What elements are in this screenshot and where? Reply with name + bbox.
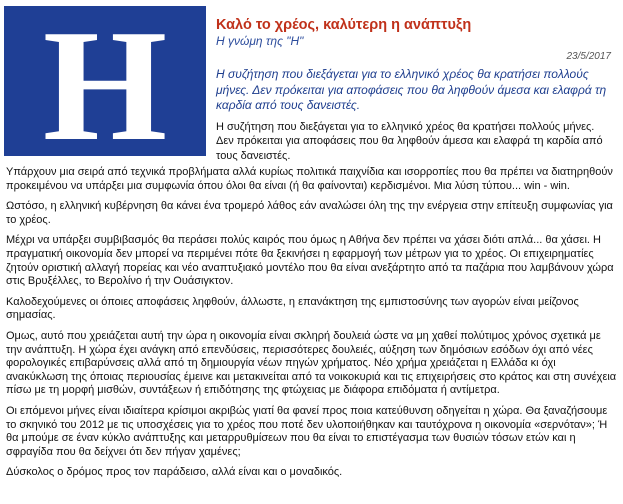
article-paragraph: Οι επόμενοι μήνες είναι ιδιαίτερα κρίσιμοι ακριβώς γιατί θα φανεί προς ποια κατεύθυνση οδηγείται η χώρα. Θα ξαναζήσουμε το σκηνικό του 2012 με τις υποσχέσεις για το χρέος που ποτέ δεν υλοποιήθηκαν και ταυτόχρονα η οικονομία «σερνόταν»; Ή θα μπούμε σε έναν κύκλο ανάπτυξης και μεταρρυθμίσεων που θα είναι το επιστέγασμα των θυσιών τόσων ετών και η σφραγίδα που θα δείχνει ότι δεν πήγαν χαμένες; [6, 404, 608, 458]
article-lead: Η συζήτηση που διεξάγεται για το ελληνικό χρέος θα κρατήσει πολλούς μήνες. Δεν πρόκειται για αποφάσεις που θα ληφθούν άμεσα και ελαφρά τη καρδία από τους δανειστές. [216, 67, 607, 112]
article-header [216, 17, 611, 163]
article-subtitle: Η γνώμη της "Η" [216, 34, 304, 48]
article-title: Καλό το χρέος, καλύτερη η ανάπτυξη [216, 17, 472, 33]
article-summary: Η συζήτηση που διεξάγεται για το ελληνικό χρέος θα κρατήσει πολλούς μήνες. Δεν πρόκειται για αποφάσεις που θα ληφθούν άμεσα και ελαφρά τη καρδία από τους δανειστές. [216, 120, 603, 162]
article-paragraph: Υπάρχουν μια σειρά από τεχνικά προβλήματα αλλά κυρίως πολιτικά παιχνίδια και ισορροπίες που θα πρέπει να διατηρηθούν προκειμένου να υπάρξει μια συμφωνία όπου όλοι θα είναι (ή θα φαίνονται) κερδισμένοι. Μια λύση τύπου... win - win. [6, 166, 613, 192]
article-paragraph: Δύσκολος ο δρόμος προς τον παράδεισο, αλλά είναι και ο μοναδικός. [6, 466, 343, 479]
logo-letter: H [42, 0, 168, 174]
article-paragraph: Μέχρι να υπάρξει συμβιβασμός θα περάσει πολύς καιρός που όμως η Αθήνα δεν πρέπει να χάσει διότι απλά... θα χάσει. Η πραγματική οικονομία δεν μπορεί να περιμένει πότε θα ξεκινήσει η εφαρμογή των μέτρων για το χρέος. Οι επιχειρηματίες ζητούν οριστική αλλαγή πορείας και νέο αναπτυξιακό μοντέλο που θα είναι ανεξάρτητο από τα παζάρια που λαμβάνουν χώρα στις Βρυξέλλες, το Βερολίνο ή την Ουάσιγκτον. [6, 234, 614, 288]
article-paragraph: Ομως, αυτό που χρειάζεται αυτή την ώρα η οικονομία είναι σκληρή δουλειά ώστε να μη χαθεί πολύτιμος χρόνος σχετικά με την ανάπτυξη. Η χώρα έχει ανάγκη από επενδύσεις, περισσότερες δουλειές, αύξηση των δημόσιων εσόδων όχι από νέες φορολογικές επιβαρύνσεις αλλά από τη δημιουργία νέων πηγών χρήματος. Νέο χρήμα χρειάζεται η Ελλάδα κι όχι ανακύκλωση της όποιας περιουσίας έμεινε και μετακινείται από τα νοικοκυριά και τις επιχειρήσεις στο κράτος και στη συνέχεια πίσω με τη μορφή μισθών, συντάξεων ή επιδότησης της φτώχειας με διάφορα επιδόματα ή αντίμετρα. [6, 329, 617, 397]
article-paragraph: Ωστόσο, η ελληνική κυβέρνηση θα κάνει ένα τρομερό λάθος εάν αναλώσει όλη της την ενέργεια στην επίτευξη συμφωνίας για το χρέος. [6, 200, 613, 226]
article-paragraph: Καλοδεχούμενες οι όποιες αποφάσεις ληφθούν, άλλωστε, η επανάκτηση της εμπιστοσύνης των αγορών είναι μείζονος σημασίας. [6, 295, 579, 322]
article-date: 23/5/2017 [566, 51, 611, 62]
article-body [6, 166, 618, 487]
newspaper-logo [4, 0, 206, 174]
